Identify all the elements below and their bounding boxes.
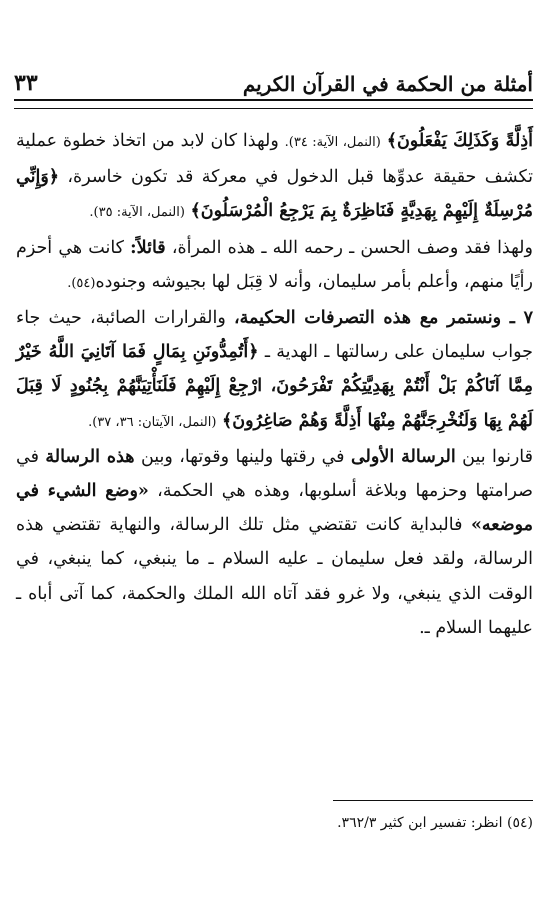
numbered-lead: ٧ ـ ونستمر مع هذه التصرفات الحكيمة، bbox=[234, 308, 533, 329]
quran-verse: ﴿وَإِنِّي مُرْسِلَةٌ إِلَيْهِمْ بِهَدِيَّةٍ فَنَاظِرَةٌ بِمَ يَرْجِعُ الْمُرْسَلُونَ﴾ bbox=[16, 167, 533, 222]
body-text bbox=[16, 124, 533, 645]
paragraph-text: ولهذا كان لابد من اتخاذ خطوة عملية تكشف حقيقة عدوِّها قبل الدخول في معركة قد تكون خاسرة، bbox=[16, 131, 533, 188]
header-rule bbox=[14, 99, 533, 109]
emphasis: قائلاً: bbox=[130, 237, 166, 258]
footnote-rule bbox=[333, 800, 533, 801]
quran-verse: أَذِلَّةً وَكَذَلِكَ يَفْعَلُونَ﴾ bbox=[386, 131, 533, 151]
paragraph-text: والقرارات الصائبة، حيث جاء جواب سليمان على رسالتها ـ الهدية ـ bbox=[16, 308, 533, 363]
emphasis: هذه الرسالة bbox=[45, 446, 135, 467]
emphasis: الرسالة الأولى bbox=[350, 446, 456, 467]
quran-verse: ﴿أَتُمِدُّونَنِ بِمَالٍ فَمَا آتَانِيَ اللَّهُ خَيْرٌ مِمَّا آتَاكُمْ بَلْ أَنْتُمْ بِهَدِيَّتِكُمْ تَفْرَحُونَ، ارْجِعْ إِلَيْهِمْ فَلَنَأْتِيَنَّهُمْ بِجُنُودٍ لَا قِبَلَ لَهُمْ بِهَا وَلَنُخْرِجَنَّهُمْ مِنْهَا أَذِلَّةً وَهُمْ صَاغِرُونَ﴾ bbox=[16, 342, 533, 431]
page-number: ٣٣ bbox=[14, 70, 38, 96]
footnote-text: انظر: تفسير ابن كثير ٣٦٢/٣. bbox=[337, 815, 503, 831]
footnote-number: (٥٤) bbox=[507, 815, 533, 831]
paragraph-text: فالبداية كانت تقتضي مثل تلك الرسالة، والنهاية تقتضي هذه الرسالة، ولقد فعل سليمان ـ عليه السلام ـ ما ينبغي، كما ينبغي، في الوقت الذي ينبغي، ولا غرو فقد آتاه الله الملك والحكمة، كما آتى أباه ـ عليهما السلام ـ. bbox=[16, 515, 533, 638]
footnote-marker: (٥٤). bbox=[67, 275, 96, 291]
emphasis: «وضع الشيء في موضعه» bbox=[16, 481, 533, 536]
paragraph-text: في صرامتها وحزمها وبلاغة أسلوبها، وهذه هي الحكمة، bbox=[16, 446, 533, 502]
verse-reference: (النمل، الآية: ٣٤). bbox=[284, 135, 381, 150]
paragraph-2 bbox=[16, 231, 533, 301]
verse-reference: (النمل، الآيتان: ٣٦، ٣٧). bbox=[88, 414, 217, 430]
paragraph-text: ولهذا فقد وصف الحسن ـ رحمه الله ـ هذه المرأة، bbox=[171, 237, 533, 258]
paragraph-text: في رقتها ولينها وقوتها، وبين bbox=[140, 446, 345, 467]
verse-reference: (النمل، الآية: ٣٥). bbox=[89, 205, 185, 221]
paragraph-text: كانت هي أحزم رأيًا منهم، وأعلم بأمر سليمان، وأنه لا قِبَل لها بجيوشه وجنوده bbox=[16, 237, 533, 292]
paragraph-4 bbox=[16, 440, 533, 645]
paragraph-1 bbox=[16, 124, 533, 231]
paragraph-text: قارنوا بين bbox=[462, 446, 533, 467]
paragraph-3 bbox=[16, 301, 533, 440]
page-header bbox=[14, 62, 533, 96]
running-title: أمثلة من الحكمة في القرآن الكريم bbox=[242, 72, 533, 96]
footnote bbox=[14, 812, 533, 834]
